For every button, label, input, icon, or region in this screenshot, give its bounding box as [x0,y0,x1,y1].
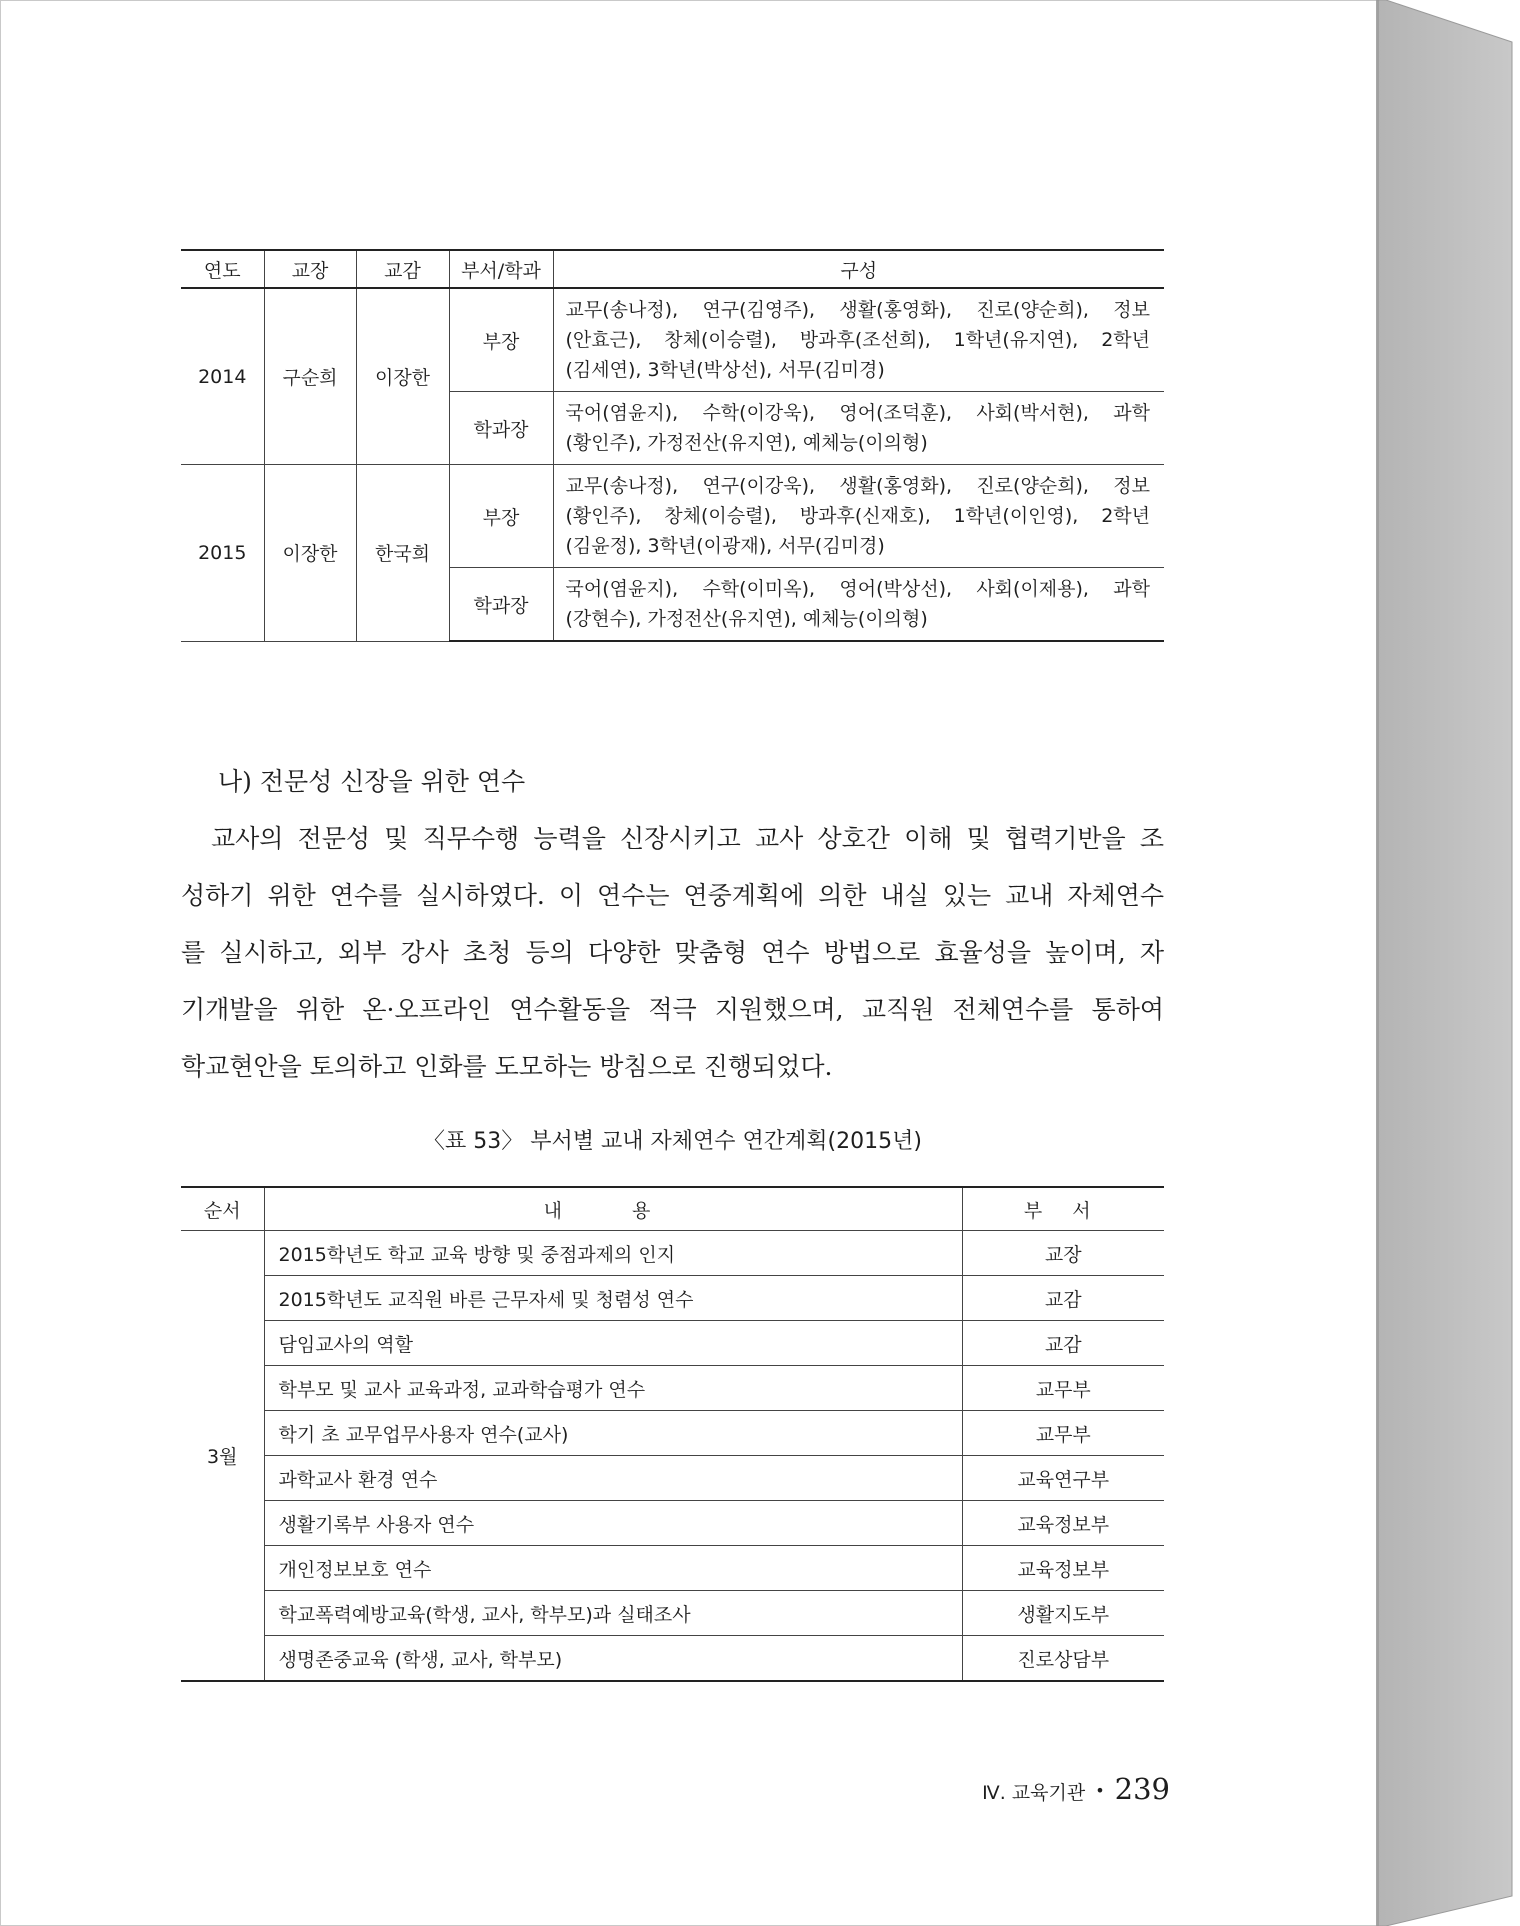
header-dept-label: 부 서 [1023,1199,1103,1222]
vice-principal-cell: 이장한 [356,288,449,465]
table-row [181,1321,1164,1366]
dept-cell: 교육정보부 [962,1546,1164,1591]
department-cell: 부장 [449,288,553,392]
composition-line: (김윤정), 3학년(이광재), 서무(김미경) [565,535,885,557]
page-footer [900,1772,1170,1806]
dept-cell: 교장 [962,1231,1164,1276]
paragraph-line: 학교현안을 토의하고 인화를 도모하는 방침으로 진행되었다. [181,1052,833,1081]
composition-cell [553,465,1164,568]
composition-cell [553,392,1164,465]
paragraph-line: 교사의 전문성 및 직무수행 능력을 신장시키고 교사 상호간 이해 및 협력기반을 조 [211,824,1164,853]
composition-line: 교무(송나정), 연구(김영주), 생활(홍영화), 진로(양순희), 정보 [565,299,1150,321]
composition-line: (황인주), 창체(이승렬), 방과후(신재호), 1학년(이인영), 2학년 [565,505,1150,527]
composition-cell [553,568,1164,642]
dept-cell: 교감 [962,1276,1164,1321]
section-heading: 나) 전문성 신장을 위한 연수 [218,767,526,796]
department-cell: 부장 [449,465,553,568]
composition-line: (강현수), 가정전산(유지연), 예체능(이의형) [565,608,928,630]
composition-line: 교무(송나정), 연구(이강욱), 생활(홍영화), 진로(양순희), 정보 [565,475,1150,497]
content-cell: 2015학년도 학교 교육 방향 및 중점과제의 인지 [264,1231,962,1276]
page-stack-edge [1376,0,1516,1926]
principal-cell: 이장한 [264,465,356,642]
composition-line: 국어(염윤지), 수학(이강욱), 영어(조덕훈), 사회(박서현), 과학 [565,402,1150,424]
principal-cell: 구순희 [264,288,356,465]
month-cell: 3월 [181,1231,264,1682]
training-plan-table [181,1186,1164,1682]
dept-cell: 교감 [962,1321,1164,1366]
table-row [181,1231,1164,1276]
table-row [181,1456,1164,1501]
table-row [181,1411,1164,1456]
header-content-label: 내 용 [543,1199,683,1222]
paragraph-line: 성하기 위한 연수를 실시하였다. 이 연수는 연중계획에 의한 내실 있는 교내 자체연수 [181,881,1164,910]
header-order: 순서 [181,1187,264,1231]
dept-cell: 생활지도부 [962,1591,1164,1636]
paragraph-line: 기개발을 위한 온·오프라인 연수활동을 적극 지원했으며, 교직원 전체연수를 통하여 [181,995,1164,1024]
footer-section-title: Ⅳ. 교육기관 [982,1782,1086,1804]
roster-table [181,249,1164,642]
footer-bullet: • [1095,1781,1105,1800]
body-paragraph [181,810,1164,1095]
department-cell: 학과장 [449,392,553,465]
content-cell: 생활기록부 사용자 연수 [264,1501,962,1546]
composition-line: (안효근), 창체(이승렬), 방과후(조선희), 1학년(유지연), 2학년 [565,329,1150,351]
roster-header-row [181,250,1164,288]
table-row [181,1546,1164,1591]
dept-cell: 교무부 [962,1411,1164,1456]
content-cell: 과학교사 환경 연수 [264,1456,962,1501]
table-row [181,1366,1164,1411]
content-cell: 담임교사의 역할 [264,1321,962,1366]
table-caption: 〈표 53〉 부서별 교내 자체연수 연간계획(2015년) [423,1129,922,1154]
paragraph-line: 를 실시하고, 외부 강사 초청 등의 다양한 맞춤형 연수 방법으로 효율성을 높이며, 자 [181,938,1164,967]
header-department: 부서/학과 [449,250,553,288]
table-row [181,288,1164,392]
composition-cell [553,288,1164,392]
table-row [181,465,1164,568]
content-cell: 2015학년도 교직원 바른 근무자세 및 청렴성 연수 [264,1276,962,1321]
vice-principal-cell: 한국희 [356,465,449,642]
content-cell: 학교폭력예방교육(학생, 교사, 학부모)과 실태조사 [264,1591,962,1636]
page-number: 239 [1114,1772,1170,1806]
header-composition: 구성 [553,250,1164,288]
table-row [181,1591,1164,1636]
header-principal: 교장 [264,250,356,288]
dept-cell: 교무부 [962,1366,1164,1411]
header-vice-principal: 교감 [356,250,449,288]
plan-header-row [181,1187,1164,1231]
table-row [181,1636,1164,1682]
year-cell: 2014 [181,288,264,465]
table-row [181,1276,1164,1321]
content-cell: 생명존중교육 (학생, 교사, 학부모) [264,1636,962,1682]
content-cell: 학부모 및 교사 교육과정, 교과학습평가 연수 [264,1366,962,1411]
dept-cell: 교육연구부 [962,1456,1164,1501]
dept-cell: 교육정보부 [962,1501,1164,1546]
header-year: 연도 [181,250,264,288]
header-content [264,1187,962,1231]
content-cell: 개인정보보호 연수 [264,1546,962,1591]
content-cell: 학기 초 교무업무사용자 연수(교사) [264,1411,962,1456]
table-row [181,1501,1164,1546]
year-cell: 2015 [181,465,264,642]
composition-line: (김세연), 3학년(박상선), 서무(김미경) [565,359,885,381]
composition-line: (황인주), 가정전산(유지연), 예체능(이의형) [565,432,928,454]
composition-line: 국어(염윤지), 수학(이미옥), 영어(박상선), 사회(이제용), 과학 [565,578,1150,600]
header-dept [962,1187,1164,1231]
department-cell: 학과장 [449,568,553,642]
dept-cell: 진로상담부 [962,1636,1164,1682]
